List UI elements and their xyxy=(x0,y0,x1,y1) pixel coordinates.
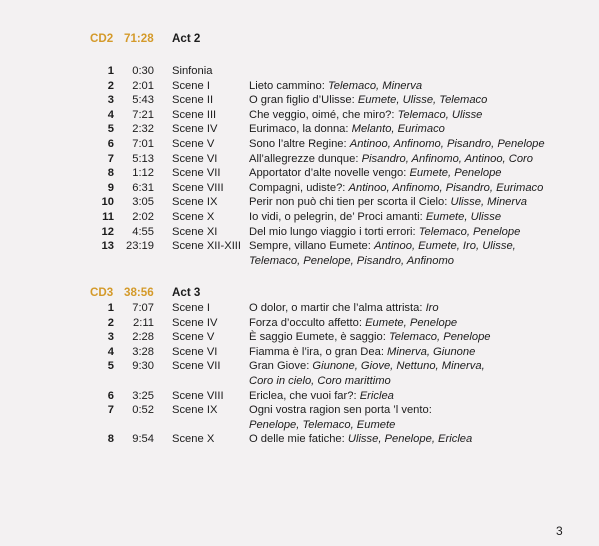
track-duration: 0:52 xyxy=(132,404,154,417)
track-description xyxy=(249,195,579,210)
act-title: Act 2 xyxy=(172,32,201,45)
track-number: 8 xyxy=(107,167,114,180)
track-description xyxy=(249,93,579,108)
track-number: 1 xyxy=(107,302,114,314)
track-number: 6 xyxy=(107,138,114,150)
track-duration: 7:01 xyxy=(132,138,154,150)
description-line: Io vidi, o pelegrin, de’ Proci amanti: Eumete, Ulisse xyxy=(249,211,502,223)
track-description xyxy=(249,122,579,137)
track-duration: 5:13 xyxy=(132,152,154,165)
track-number: 5 xyxy=(107,360,114,373)
track-duration: 2:28 xyxy=(132,331,154,344)
track-scene: Sinfonia xyxy=(172,65,213,77)
track-scene: Scene V xyxy=(172,331,215,344)
description-line: Gran Giove: Giunone, Giove, Nettuno, Minerva, xyxy=(249,360,485,373)
track-number: 6 xyxy=(107,389,114,402)
track-number: 5 xyxy=(107,123,114,136)
track-scene: Scene VIII xyxy=(172,181,224,194)
track-description xyxy=(249,359,579,388)
track-duration: 7:07 xyxy=(132,302,154,314)
track-number: 3 xyxy=(107,94,114,107)
track-scene: Scene III xyxy=(172,108,217,121)
description-line: Sono l’altre Regine: Antinoo, Anfinomo, Pisandro, Penelope xyxy=(249,138,545,150)
description-line: Che veggio, oimé, che miro?: Telemaco, Ulisse xyxy=(249,108,483,121)
track-number: 11 xyxy=(102,211,114,223)
track-scene: Scene I xyxy=(172,302,210,314)
track-scene: Scene V xyxy=(172,138,215,150)
track-duration: 9:30 xyxy=(132,360,154,373)
description-line: Fiamma è l’ira, o gran Dea: Minerva, Giunone xyxy=(249,345,476,358)
track-description xyxy=(249,301,579,316)
description-line: All’allegrezze dunque: Pisandro, Anfinomo, Antinoo, Coro xyxy=(249,152,534,165)
track-description xyxy=(249,181,579,196)
cd-duration: 71:28 xyxy=(124,32,154,45)
cd-label: CD3 xyxy=(90,286,114,299)
description-line: Perir non può chi tien per scorta il Cielo: Ulisse, Minerva xyxy=(249,196,527,209)
track-duration: 2:32 xyxy=(132,123,154,136)
track-number: 3 xyxy=(107,331,114,344)
track-duration: 9:54 xyxy=(132,433,154,446)
track-duration: 2:01 xyxy=(132,79,154,92)
track-description xyxy=(249,108,579,123)
track-duration: 2:02 xyxy=(132,211,154,223)
description-line: Forza d’occulto affetto: Eumete, Penelope xyxy=(249,316,458,329)
track-scene: Scene IX xyxy=(172,196,218,209)
cd-duration: 38:56 xyxy=(124,286,154,299)
track-description xyxy=(249,137,579,152)
track-scene: Scene XI xyxy=(172,225,218,238)
track-duration: 6:31 xyxy=(132,181,154,194)
track-description xyxy=(249,389,579,404)
track-scene: Scene X xyxy=(172,433,215,446)
track-scene: Scene VI xyxy=(172,345,218,358)
track-duration: 3:05 xyxy=(132,196,154,209)
track-duration: 0:30 xyxy=(132,65,154,77)
track-scene: Scene I xyxy=(172,79,210,92)
track-duration: 2:11 xyxy=(133,316,154,329)
track-scene: Scene IV xyxy=(172,123,218,136)
track-description xyxy=(249,210,579,225)
track-number: 1 xyxy=(107,65,114,77)
description-line: Eurimaco, la donna: Melanto, Eurimaco xyxy=(249,123,445,136)
track-scene: Scene IV xyxy=(172,316,218,329)
track-scene: Scene VI xyxy=(172,152,218,165)
track-number: 8 xyxy=(107,433,114,446)
description-line: Lieto cammino: Telemaco, Minerva xyxy=(249,79,423,92)
track-duration: 5:43 xyxy=(132,94,154,107)
track-scene: Scene VII xyxy=(172,360,221,373)
track-description xyxy=(249,432,579,447)
track-scene: Scene XII-XIII xyxy=(172,240,242,253)
description-line: Coro in cielo, Coro marittimo xyxy=(249,374,391,387)
track-scene: Scene X xyxy=(172,211,215,223)
track-number: 13 xyxy=(101,240,114,253)
description-line: È saggio Eumete, è saggio: Telemaco, Penelope xyxy=(249,331,491,344)
description-line: Sempre, villano Eumete: Antinoo, Eumete, Iro, Ulisse, xyxy=(249,240,516,253)
track-duration: 3:25 xyxy=(132,389,154,402)
description-line: Del mio lungo viaggio i torti errori: Telemaco, Penelope xyxy=(249,225,521,238)
track-number: 4 xyxy=(107,345,114,358)
track-description xyxy=(249,225,579,240)
cd2-header xyxy=(0,31,599,47)
description-line: O gran figlio d’Ulisse: Eumete, Ulisse, Telemaco xyxy=(249,94,488,107)
description-line: Ogni vostra ragion sen porta ’l vento: xyxy=(249,404,432,417)
track-duration: 3:28 xyxy=(132,345,154,358)
cd-label: CD2 xyxy=(90,32,114,45)
track-number: 7 xyxy=(107,152,114,165)
track-duration: 7:21 xyxy=(132,108,154,121)
track-number: 9 xyxy=(107,181,114,194)
description-line: O dolor, o martir che l’alma attrista: Iro xyxy=(249,302,439,314)
description-line: O delle mie fatiche: Ulisse, Penelope, Ericlea xyxy=(249,433,473,446)
track-description xyxy=(249,330,579,345)
track-description xyxy=(249,316,579,331)
track-duration: 23:19 xyxy=(126,240,154,253)
track-duration: 1:12 xyxy=(132,167,154,180)
track-description xyxy=(249,345,579,360)
track-scene: Scene VIII xyxy=(172,389,224,402)
description-line: Telemaco, Penelope, Pisandro, Anfinomo xyxy=(249,254,455,267)
track-description xyxy=(249,152,579,167)
track-number: 2 xyxy=(107,316,114,329)
description-line: Compagni, udiste?: Antinoo, Anfinomo, Pisandro, Eurimaco xyxy=(249,181,544,194)
track-number: 7 xyxy=(107,404,114,417)
track-number: 4 xyxy=(107,108,114,121)
page-number: 3 xyxy=(556,524,563,538)
track-number: 2 xyxy=(107,79,114,92)
track-description xyxy=(249,239,579,268)
track-scene: Scene II xyxy=(172,94,214,107)
description-line: Ericlea, che vuoi far?: Ericlea xyxy=(249,389,394,402)
track-scene: Scene VII xyxy=(172,167,221,180)
track-duration: 4:55 xyxy=(132,225,154,238)
description-line: Apportator d’alte novelle vengo: Eumete, Penelope xyxy=(249,167,502,180)
cd3-header xyxy=(0,285,599,301)
description-line: Penelope, Telemaco, Eumete xyxy=(249,418,396,431)
track-number: 12 xyxy=(101,225,114,238)
track-description xyxy=(249,166,579,181)
track-scene: Scene IX xyxy=(172,404,218,417)
track-description xyxy=(249,403,579,432)
track-description xyxy=(249,79,579,94)
track-number: 10 xyxy=(101,196,114,209)
act-title: Act 3 xyxy=(172,286,201,299)
